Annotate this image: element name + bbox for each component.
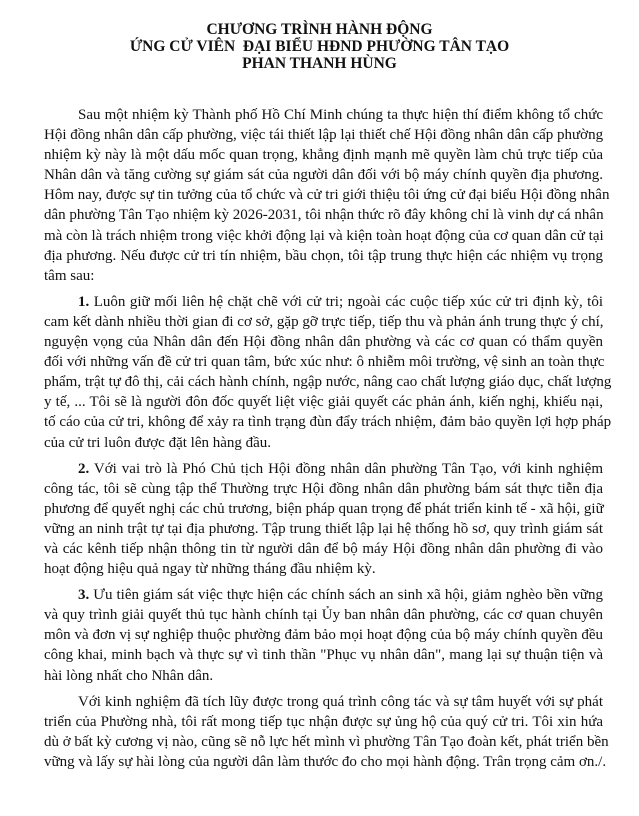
item-number: 3. xyxy=(78,587,90,604)
line-text: phẩm, trật tự đô thị, cải cách hành chính, ngập nước, nâng cao chất lượng giáo dục, chất lượng xyxy=(44,374,612,391)
text-line xyxy=(44,165,603,185)
text-line xyxy=(44,539,603,559)
text-line xyxy=(44,433,603,453)
title-line-3: PHAN THANH HÙNG xyxy=(242,55,397,72)
line-text: của cử tri luôn được đặt lên hàng đầu. xyxy=(44,434,272,451)
line-text: Hôm nay, được sự tin tưởng của tổ chức và cử tri giới thiệu tôi ứng cử đại biểu Hội đồng nhân xyxy=(44,187,610,204)
text-line xyxy=(44,392,603,412)
task-item-1 xyxy=(44,292,612,453)
line-text: và các kênh tiếp nhận thông tin từ người dân để bộ máy Hội đồng nhân dân phường đi vào xyxy=(44,540,603,557)
text-line xyxy=(44,605,603,625)
line-text: nhiệm kỳ này là một dấu mốc quan trọng, khẳng định mạnh mẽ quyền làm chủ trực tiếp của xyxy=(44,147,603,164)
text-line xyxy=(44,125,603,145)
line-text: y tế, ... Tôi sẽ là người đôn đốc quyết liệt việc giải quyết các phản ánh, kiến nghị, khiếu nại, xyxy=(44,394,603,411)
line-text: và quy trình giải quyết thủ tục hành chính tại Ủy ban nhân dân phường, các cơ quan chuyên xyxy=(44,607,603,624)
title-line-1: CHƯƠNG TRÌNH HÀNH ĐỘNG xyxy=(206,21,433,38)
intro-paragraph xyxy=(44,105,610,286)
text-line xyxy=(44,712,603,732)
closing-paragraph xyxy=(44,692,609,772)
line-text: Luôn giữ mối liên hệ chặt chẽ với cử tri; ngoài các cuộc tiếp xúc cử tri định kỳ, tôi xyxy=(89,293,603,310)
line-text: Với kinh nghiệm đã tích lũy được trong quá trình công tác và sự tâm huyết với sự phát xyxy=(78,693,603,710)
line-text: dân phường Tân Tạo nhiệm kỳ 2026-2031, tôi nhận thức rõ đây không chỉ là vinh dự cá nhân xyxy=(44,207,604,224)
text-line xyxy=(44,519,603,539)
text-line xyxy=(44,266,603,286)
line-text: tâm sau: xyxy=(44,267,95,284)
text-line xyxy=(44,332,603,352)
text-line xyxy=(44,105,603,125)
item-number: 1. xyxy=(78,293,90,310)
line-text: Với vai trò là Phó Chủ tịch Hội đồng nhân dân phường Tân Tạo, với kinh nghiệm xyxy=(89,460,603,477)
line-text: Sau một nhiệm kỳ Thành phố Hồ Chí Minh chúng ta thực hiện thí điểm không tổ chức xyxy=(78,107,603,123)
line-text: Ưu tiên giám sát việc thực hiện các chính sách an sinh xã hội, giảm nghèo bền vững xyxy=(89,587,603,604)
line-text: cam kết dành nhiều thời gian đi cơ sở, gặp gỡ trực tiếp, tiếp thu và phản ánh trung thực ý chí, xyxy=(44,313,604,330)
line-text: địa phương. Nếu được cử tri tín nhiệm, bầu chọn, tôi tập trung thực hiện các nhiệm vụ trọng xyxy=(44,247,603,264)
line-text: tố cáo của cử tri, không để xảy ra tình trạng đùn đẩy trách nhiệm, đảm bảo quyền lợi hợp pháp xyxy=(44,414,612,431)
line-text: hài lòng nhất cho Nhân dân. xyxy=(44,667,214,684)
document-title xyxy=(0,21,639,72)
line-text: phương để quyết nghị các chủ trương, biện pháp quan trọng để phát triển kinh tế - xã hội, giữ xyxy=(44,500,604,517)
item-number: 2. xyxy=(78,460,90,477)
text-line xyxy=(44,205,603,225)
text-line xyxy=(44,499,603,519)
line-text: hoạt động hiệu quả ngay từ những tháng đầu nhiệm kỳ. xyxy=(44,561,376,578)
text-line xyxy=(44,479,603,499)
text-line xyxy=(44,352,603,372)
line-text: nguyện vọng của Nhân dân đến Hội đồng nhân dân phường và các cơ quan có thẩm quyền xyxy=(44,334,603,351)
text-line xyxy=(44,625,603,645)
text-line xyxy=(44,226,603,246)
line-text: Nhân dân và tăng cường sự giám sát của người dân đối với bộ máy chính quyền địa phương. xyxy=(44,167,603,184)
task-item-3 xyxy=(44,585,603,685)
text-line xyxy=(44,412,612,432)
text-line xyxy=(44,752,607,772)
text-line xyxy=(44,585,603,605)
line-text: vững và lấy sự hài lòng của người dân làm thước đo cho mọi hành động. Trân trọng cảm ơn./. xyxy=(44,753,607,770)
text-line xyxy=(44,292,603,312)
text-line xyxy=(44,145,603,165)
line-text: vững an ninh trật tự tại địa phương. Tập trung thiết lập lại hệ thống hồ sơ, quy trình giám sát xyxy=(44,520,603,537)
line-text: công khai, minh bạch và thực sự vì tinh thần "Phục vụ nhân dân", mang lại sự thuận tiện và xyxy=(44,647,603,664)
line-text: đối với những vấn đề cử tri quan tâm, bức xúc như: ô nhiễm môi trường, vệ sinh an toàn thực xyxy=(44,354,605,371)
text-line xyxy=(44,645,603,665)
line-text: triển của Phường nhà, tôi rất mong tiếp tục nhận được sự ủng hộ của quý cử tri. Tôi xin hứa xyxy=(44,713,603,730)
line-text: môn và đơn vị sự nghiệp thuộc phường đảm bảo mọi hoạt động của bộ máy chính quyền đều xyxy=(44,627,603,644)
text-line xyxy=(44,559,603,579)
line-text: công tác, tôi sẽ cùng tập thể Thường trực Hội đồng nhân dân phường bám sát thực tiễn địa xyxy=(44,480,603,497)
line-text: mà còn là trách nhiệm trong việc khởi động lại và kiện toàn hoạt động của cơ quan dân cử tại xyxy=(44,227,604,244)
text-line xyxy=(44,732,609,752)
text-line xyxy=(44,185,610,205)
text-line xyxy=(44,459,603,479)
title-line-2: ỨNG CỬ VIÊN ĐẠI BIỂU HĐND PHƯỜNG TÂN TẠO xyxy=(129,38,510,55)
text-line xyxy=(44,372,612,392)
text-line xyxy=(44,666,603,686)
text-line xyxy=(44,246,603,266)
line-text: dù ở bất kỳ cương vị nào, cũng sẽ nỗ lực hết mình vì phường Tân Tạo đoàn kết, phát triển bền xyxy=(44,733,609,750)
line-text: Hội đồng nhân dân cấp phường, việc tái thiết lập lại thiết chế Hội đồng nhân dân cấp phường xyxy=(44,127,604,144)
text-line xyxy=(44,692,603,712)
document-body xyxy=(44,105,612,778)
task-item-2 xyxy=(44,459,603,580)
text-line xyxy=(44,312,603,332)
